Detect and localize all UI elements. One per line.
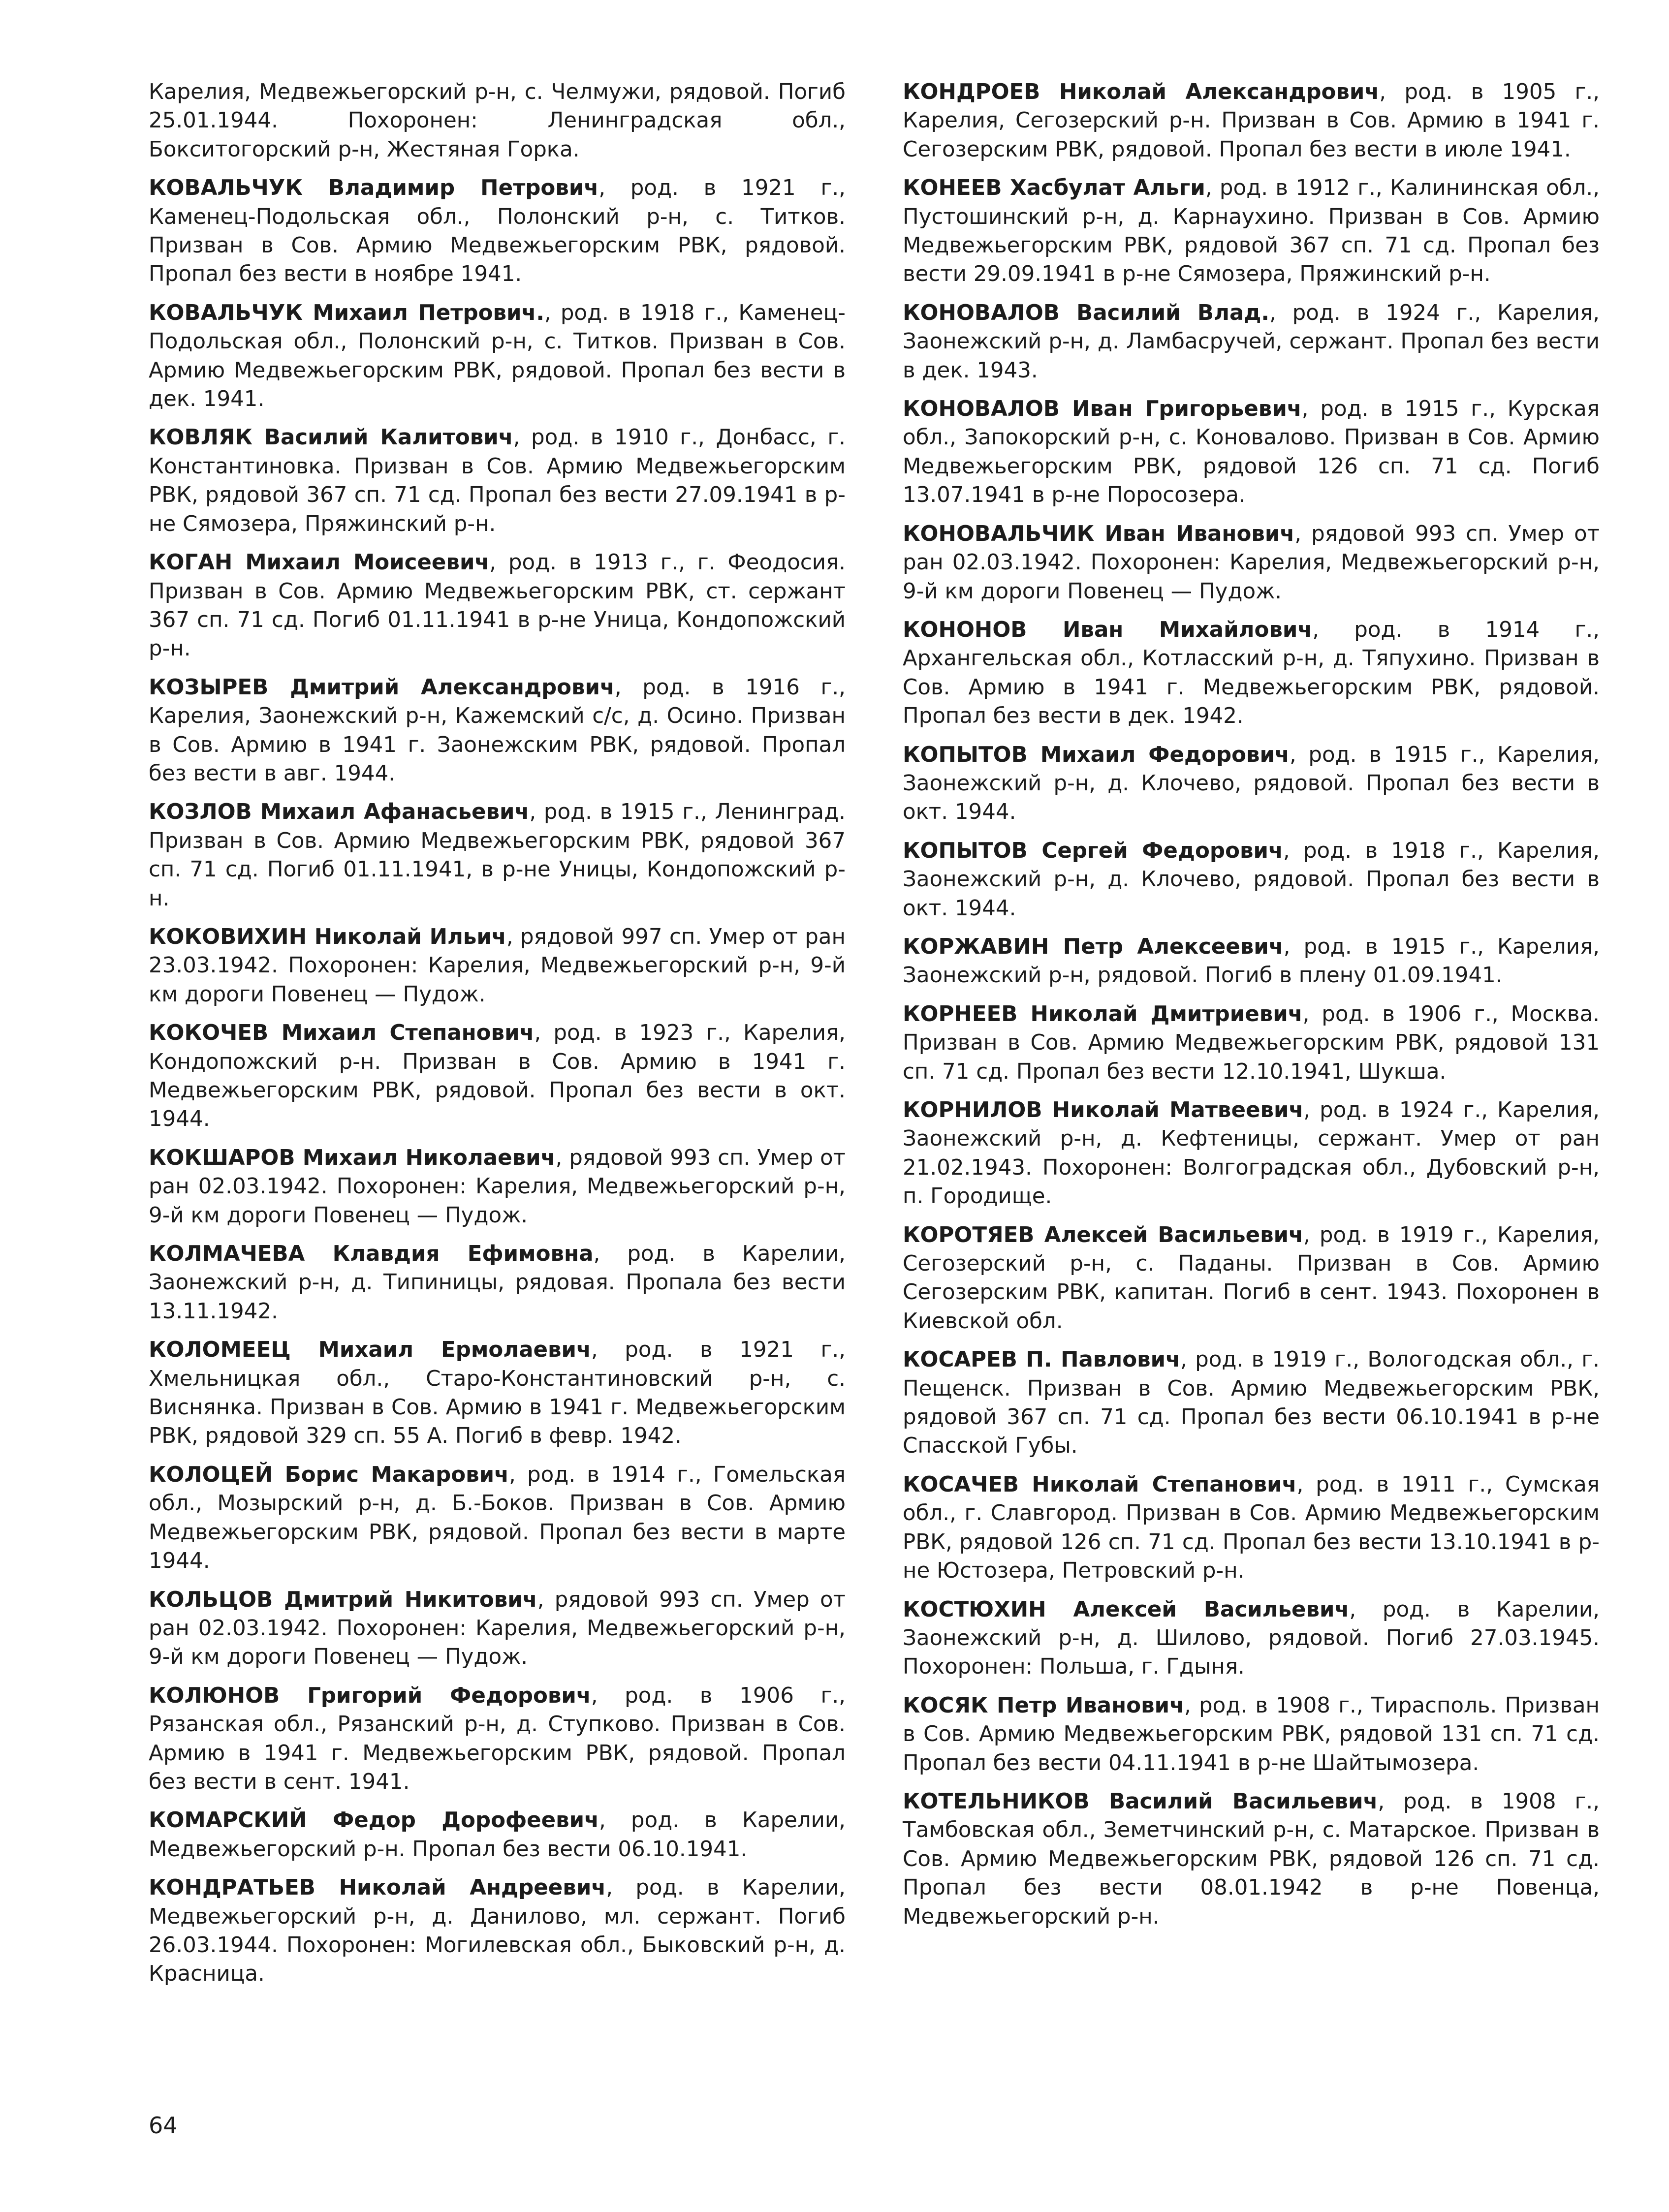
entry (149, 174, 846, 289)
entry-detail: , род. в 1919 г., Вологодская обл., г. Пещенск. Призван в Сов. Армию Медвежьегорским РВК, рядовой 367 сп. 71 сд. Пропал без вести 06.10.1941 в р-не Спасской Губы. (903, 1347, 1600, 1459)
entry-name: КОТЕЛЬНИКОВ Василий Васильевич (903, 1789, 1378, 1814)
entry (149, 78, 846, 164)
left-column (149, 78, 846, 1998)
entry-detail: , род. в 1915 г., Карелия, Заонежский р-н, рядовой. Погиб в плену 01.09.1941. (903, 934, 1600, 988)
entry (903, 1345, 1600, 1461)
entry-detail: , род. в 1921 г., Каменец-Подольская обл., Полонский р-н, с. Титков. Призван в Сов. Армию Медвежьегорским РВК, рядовой. Пропал без вести в ноябре 1941. (149, 176, 846, 287)
entry-name: КОЛОМЕЕЦ Михаил Ермолаевич (149, 1338, 591, 1363)
entry-detail: , род. в 1924 г., Карелия, Заонежский р-н, д. Кефтеницы, сержант. Умер от ран 21.02.1943. Похоронен: Волгоградская обл., Дубовский р-н, п. Городище. (903, 1098, 1600, 1209)
entry-detail: , род. в 1915 г., Курская обл., Запокорский р-н, с. Коновалово. Призван в Сов. Армию Медвежьегорским РВК, рядовой 126 сп. 71 сд. Погиб 13.07.1941 в р-не Поросозера. (903, 397, 1600, 508)
entry (903, 1000, 1600, 1086)
entry (903, 1096, 1600, 1211)
entry (149, 1019, 846, 1134)
entry-name: КОЗЛОВ Михаил Афанасьевич (149, 800, 530, 825)
entry-name: КОНОНОВ Иван Михайлович (903, 617, 1313, 642)
entry-detail: , род. в Карелии, Заонежский р-н, д. Типиницы, рядовая. Пропала без вести 13.11.1942. (149, 1242, 846, 1324)
entry (903, 1691, 1600, 1777)
entry-detail: , род. в 1908 г., Тирасполь. Призван в Сов. Армию Медвежьегорским РВК, рядовой 131 сп. 71 сд. Пропал без вести 04.11.1941 в р-не Шайтымозера. (903, 1693, 1600, 1776)
entry-detail: , род. в 1919 г., Карелия, Сегозерский р-н, с. Паданы. Призван в Сов. Армию Сегозерским РВК, капитан. Погиб в сент. 1943. Похоронен в Киевской обл. (903, 1222, 1600, 1334)
entry (903, 616, 1600, 731)
entry (903, 520, 1600, 606)
entry-name: КОСТЮХИН Алексей Васильевич (903, 1597, 1350, 1622)
entry-name: КОЛЮНОВ Григорий Федорович (149, 1683, 591, 1708)
entry (149, 1806, 846, 1864)
entry-name: КОНДРАТЬЕВ Николай Андреевич (149, 1875, 606, 1900)
entry (149, 1144, 846, 1230)
entry-name: КОСАЧЕВ Николай Степанович (903, 1472, 1297, 1497)
entry-name: КОКОЧЕВ Михаил Степанович (149, 1021, 535, 1046)
entry-detail: , рядовой 993 сп. Умер от ран 02.03.1942. Похоронен: Карелия, Медвежьегорский р-н, 9-й км дороги Повенец — Пудож. (903, 521, 1600, 604)
entry-name: КОНОВАЛОВ Василий Влад. (903, 300, 1269, 325)
entry-name: КОЛМАЧЕВА Клавдия Ефимовна (149, 1242, 594, 1267)
entry (903, 741, 1600, 827)
entry-name: КОРНИЛОВ Николай Матвеевич (903, 1098, 1304, 1122)
entry-detail: , род. в 1906 г., Москва. Призван в Сов. Армию Медвежьегорским РВК, рядовой 131 сп. 71 сд. Пропал без вести 12.10.1941, Шукша. (903, 1001, 1600, 1084)
entry-name: КОПЫТОВ Михаил Федорович (903, 742, 1290, 767)
entry-name: КОПЫТОВ Сергей Федорович (903, 838, 1283, 863)
entry-detail: , род. в Карелии, Медвежьегорский р-н. Пропал без вести 06.10.1941. (149, 1808, 846, 1862)
entry (903, 395, 1600, 510)
entry-name: КОЛОЦЕЙ Борис Макарович (149, 1462, 509, 1487)
entry (903, 933, 1600, 990)
entry (903, 299, 1600, 385)
entry-detail: , род. в 1916 г., Карелия, Заонежский р-н, Кажемский с/с, д. Осино. Призван в Сов. Армию в 1941 г. Заонежским РВК, рядовой. Пропал без вести в авг. 1944. (149, 675, 846, 786)
entry-name: КОГАН Михаил Моисеевич (149, 550, 490, 575)
entry-name: КОСЯК Петр Иванович (903, 1693, 1184, 1718)
entry-name: КОВЛЯК Василий Калитович (149, 425, 513, 450)
entry-detail: , род. в 1911 г., Сумская обл., г. Славгород. Призван в Сов. Армию Медвежьегорским РВК, рядовой 126 сп. 71 сд. Пропал без вести 13.10.1941 в р-не Юстозера, Петровский р-н. (903, 1472, 1600, 1584)
entry (149, 923, 846, 1009)
entry (149, 423, 846, 538)
entry-detail: , род. в 1913 г., г. Феодосия. Призван в Сов. Армию Медвежьегорским РВК, ст. сержант 367 сп. 71 сд. Погиб 01.11.1941 в р-не Уница, Кондопожский р-н. (149, 550, 846, 661)
entry-detail: , род. в 1915 г., Ленинград. Призван в Сов. Армию Медвежьегорским РВК, рядовой 367 сп. 71 сд. Погиб 01.11.1941, в р-не Уницы, Кондопожский р-н. (149, 800, 846, 911)
entry (149, 1682, 846, 1797)
entry (149, 673, 846, 788)
entry-detail: , род. в 1915 г., Карелия, Заонежский р-н, д. Клочево, рядовой. Пропал без вести в окт. 1944. (903, 742, 1600, 825)
entry-name: КОНОВАЛОВ Иван Григорьевич (903, 397, 1302, 422)
entry-detail: , рядовой 993 сп. Умер от ран 02.03.1942. Похоронен: Карелия, Медвежьегорский р-н, 9-й км дороги Повенец — Пудож. (149, 1587, 846, 1670)
entry (903, 1221, 1600, 1336)
entry (149, 1586, 846, 1672)
entry-detail: , рядовой 993 сп. Умер от ран 02.03.1942. Похоронен: Карелия, Медвежьегорский р-н, 9-й км дороги Повенец — Пудож. (149, 1145, 846, 1228)
entry-name: КОКШАРОВ Михаил Николаевич (149, 1145, 556, 1170)
entry-detail: , род. в 1918 г., Каменец-Подольская обл., Полонский р-н, с. Титков. Призван в Сов. Армию Медвежьегорским РВК, рядовой. Пропал без вести в дек. 1941. (149, 300, 846, 412)
entry-detail: Карелия, Медвежьегорский р-н, с. Челмужи, рядовой. Погиб 25.01.1944. Похоронен: Ленинградская обл., Бокситогорский р-н, Жестяная Горка. (149, 80, 846, 162)
entry-name: КОВАЛЬЧУК Михаил Петрович. (149, 300, 544, 325)
entry (903, 174, 1600, 289)
entry-name: КОВАЛЬЧУК Владимир Петрович (149, 176, 599, 201)
entry (903, 78, 1600, 164)
entry-detail: , род. в 1905 г., Карелия, Сегозерский р-н. Призван в Сов. Армию в 1941 г. Сегозерским РВК, рядовой. Пропал без вести в июле 1941. (903, 80, 1600, 162)
entry-name: КОРОТЯЕВ Алексей Васильевич (903, 1222, 1303, 1247)
entry-detail: , род. в 1921 г., Хмельницкая обл., Старо-Константиновский р-н, с. Виснянка. Призван в Сов. Армию в 1941 г. Медвежьегорским РВК, рядовой 329 сп. 55 А. Погиб в февр. 1942. (149, 1338, 846, 1449)
page-number: 64 (149, 2112, 178, 2139)
entry (149, 798, 846, 913)
entry-name: КОЗЫРЕВ Дмитрий Александрович (149, 675, 615, 700)
entry-name: КОНОВАЛЬЧИК Иван Иванович (903, 521, 1295, 546)
entry-name: КОСАРЕВ П. Павлович (903, 1347, 1180, 1372)
entry-detail: , род. в 1923 г., Карелия, Кондопожский р-н. Призван в Сов. Армию в 1941 г. Медвежьегорским РВК, рядовой. Пропал без вести в окт. 1944. (149, 1021, 846, 1132)
entry (149, 548, 846, 663)
entry-detail: , род. в 1918 г., Карелия, Заонежский р-н, д. Клочево, рядовой. Пропал без вести в окт. 1944. (903, 838, 1600, 921)
entry (149, 1873, 846, 1989)
entry-detail: , род. в 1914 г., Архангельская обл., Котласский р-н, д. Тяпухино. Призван в Сов. Армию в 1941 г. Медвежьегорским РВК, рядовой. Пропал без вести в дек. 1942. (903, 617, 1600, 729)
entry-detail: , род. в Карелии, Заонежский р-н, д. Шилово, рядовой. Погиб 27.03.1945. Похоронен: Польша, г. Гдыня. (903, 1597, 1600, 1680)
entry-detail: , род. в 1924 г., Карелия, Заонежский р-н, д. Ламбасручей, сержант. Пропал без вести в дек. 1943. (903, 300, 1600, 383)
entry-name: КОКОВИХИН Николай Ильич (149, 924, 506, 949)
entry-name: КОМАРСКИЙ Федор Дорофеевич (149, 1808, 599, 1833)
entry (903, 837, 1600, 923)
entry-detail: , рядовой 997 сп. Умер от ран 23.03.1942. Похоронен: Карелия, Медвежьегорский р-н, 9-й км дороги Повенец — Пудож. (149, 924, 846, 1007)
entry-detail: , род. в Карелии, Медвежьегорский р-н, д. Данилово, мл. сержант. Погиб 26.03.1944. Похоронен: Могилевская обл., Быковский р-н, д. Красница. (149, 1875, 846, 1987)
entry (149, 1461, 846, 1576)
entry-name: КОНЕЕВ Хасбулат Альги (903, 176, 1205, 201)
entry (903, 1470, 1600, 1586)
entry-detail: , род. в 1910 г., Донбасс, г. Константиновка. Призван в Сов. Армию Медвежьегорским РВК, рядовой 367 сп. 71 сд. Пропал без вести 27.09.1941 в р-не Сямозера, Пряжинский р-н. (149, 425, 846, 536)
entry-name: КОНДРОЕВ Николай Александрович (903, 80, 1380, 104)
entry (149, 1240, 846, 1326)
entry (903, 1787, 1600, 1931)
entry-name: КОЛЬЦОВ Дмитрий Никитович (149, 1587, 537, 1612)
entry (149, 299, 846, 414)
entry-detail: , род. в 1912 г., Калининская обл., Пустошинский р-н, д. Карнаухино. Призван в Сов. Армию Медвежьегорским РВК, рядовой 367 сп. 71 сд. Пропал без вести 29.09.1941 в р-не Сямозера, Пряжинский р-н. (903, 176, 1600, 287)
entry (903, 1595, 1600, 1682)
entry-name: КОРНЕЕВ Николай Дмитриевич (903, 1001, 1303, 1027)
entry-detail: , род. в 1906 г., Рязанская обл., Рязанский р-н, д. Ступково. Призван в Сов. Армию в 1941 г. Медвежьегорским РВК, рядовой. Пропал без вести в сент. 1941. (149, 1683, 846, 1794)
entry-detail: , род. в 1908 г., Тамбовская обл., Земетчинский р-н, с. Матарское. Призван в Сов. Армию Медвежьегорским РВК, рядовой 126 сп. 71 сд. Пропал без вести 08.01.1942 в р-не Повенца, Медвежьегорский р-н. (903, 1789, 1600, 1929)
right-column (903, 78, 1600, 1941)
entry-name: КОРЖАВИН Петр Алексеевич (903, 934, 1284, 959)
entry-detail: , род. в 1914 г., Гомельская обл., Мозырский р-н, д. Б.-Боков. Призван в Сов. Армию Медвежьегорским РВК, рядовой. Пропал без вести в марте 1944. (149, 1462, 846, 1574)
entry (149, 1336, 846, 1451)
